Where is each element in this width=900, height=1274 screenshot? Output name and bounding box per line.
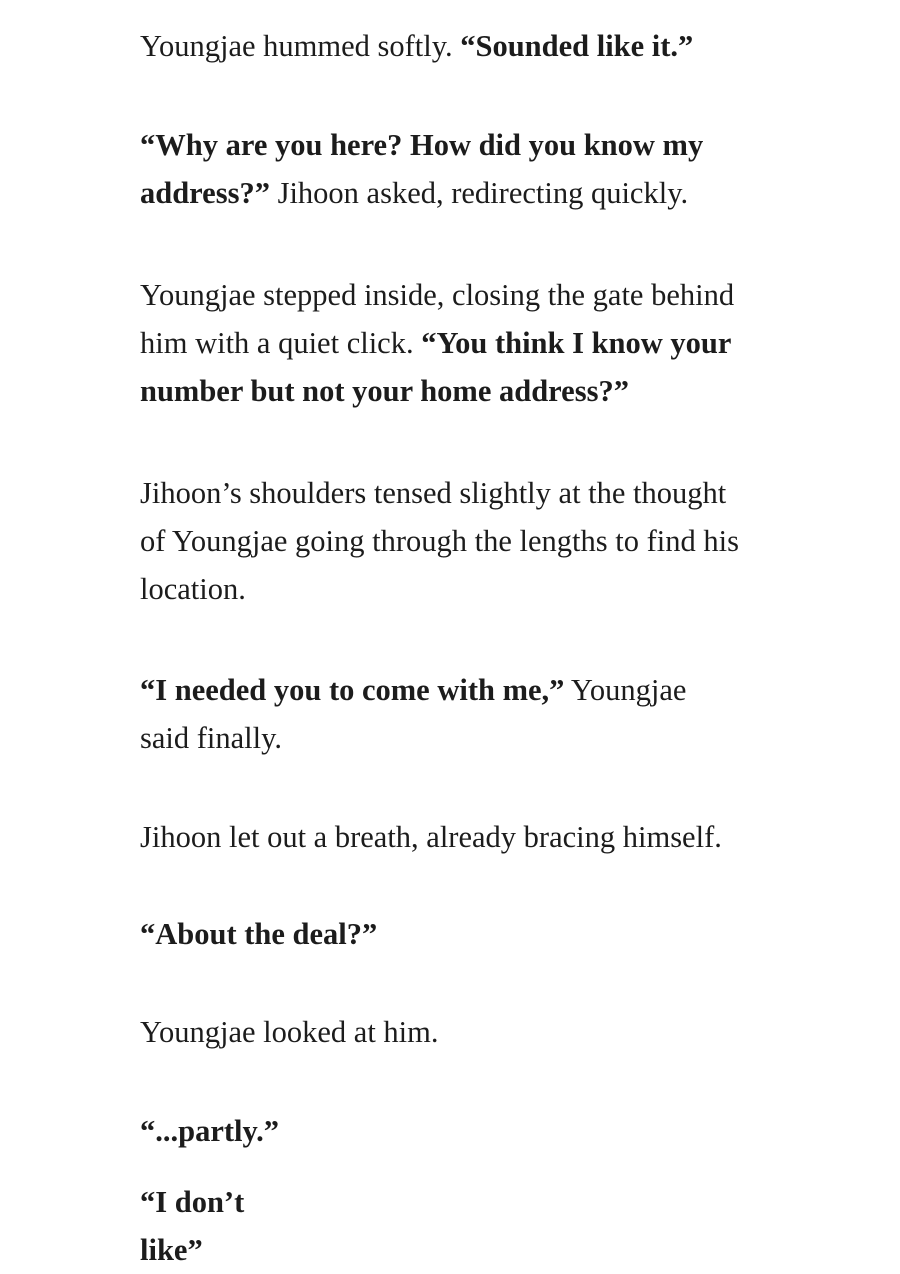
narration-text: Youngjae	[564, 673, 687, 707]
paragraph	[140, 1008, 780, 1056]
cut-off-line-text: “I don’t like”	[140, 1185, 245, 1267]
narration-text: Youngjae stepped inside, closing the gate behind	[140, 278, 735, 312]
text-line	[140, 666, 780, 714]
text-line	[140, 813, 780, 861]
text-line	[140, 1008, 780, 1056]
dialogue-text: address?”	[140, 176, 270, 210]
paragraph	[140, 271, 780, 415]
text-line	[140, 714, 780, 762]
narration-text: Youngjae looked at him.	[140, 1015, 439, 1049]
text-line	[140, 169, 780, 217]
narration-text: of Youngjae going through the lengths to find his	[140, 524, 739, 558]
dialogue-text: “You think I know your	[421, 326, 732, 360]
paragraph	[140, 22, 780, 70]
dialogue-text: “About the deal?”	[140, 917, 378, 951]
dialogue-text: “Why are you here? How did you know my	[140, 128, 704, 162]
paragraph	[140, 1107, 780, 1155]
text-line	[140, 517, 780, 565]
dialogue-text: “Sounded like it.”	[460, 29, 694, 63]
text-line	[140, 367, 780, 415]
paragraph	[140, 910, 780, 958]
narration-text: Jihoon let out a breath, already bracing himself.	[140, 820, 722, 854]
narration-text: Youngjae hummed softly.	[140, 29, 461, 63]
cut-off-line	[140, 1185, 300, 1267]
paragraph	[140, 813, 780, 861]
text-line	[140, 271, 780, 319]
dialogue-text: “...partly.”	[140, 1114, 279, 1148]
narration-text: said finally.	[140, 721, 283, 755]
paragraph	[140, 469, 780, 613]
text-line	[140, 121, 780, 169]
dialogue-text: number but not your home address?”	[140, 374, 629, 408]
narration-text: him with a quiet click.	[140, 326, 422, 360]
narration-text: Jihoon’s shoulders tensed slightly at the thought	[140, 476, 727, 510]
narration-text: location.	[140, 572, 246, 606]
paragraph	[140, 666, 780, 762]
text-line	[140, 1107, 780, 1155]
text-line	[140, 469, 780, 517]
paragraph	[140, 121, 780, 217]
text-line	[140, 319, 780, 367]
text-line	[140, 565, 780, 613]
dialogue-text: “I needed you to come with me,”	[140, 673, 565, 707]
narration-text: Jihoon asked, redirecting quickly.	[269, 176, 689, 210]
text-line	[140, 910, 780, 958]
text-line	[140, 22, 780, 70]
